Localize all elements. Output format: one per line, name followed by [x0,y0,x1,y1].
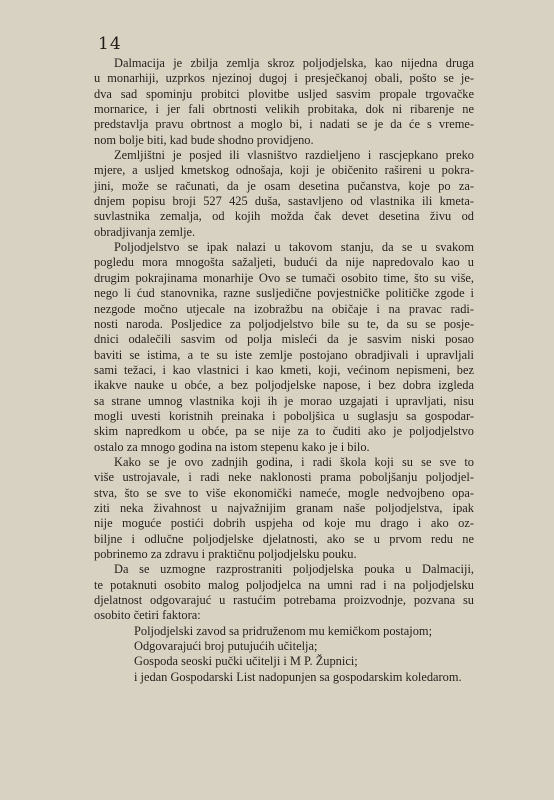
text-line: sa strane umnog vlastnika koji ih je morao uzgajati i upravljati, nisu [94,393,474,408]
text-line: pogledu mora mnogošta sažaljeti, budući da nije napredovalo kao u [94,255,474,270]
text-line: nezgode močno utjecale na izobražbu na običaje i na pravac radi- [94,301,474,316]
paragraph [94,240,474,455]
paragraph [94,56,474,148]
text-line: dnjem popisu broji 527 425 duša, sastavljeno od vlastnika ili kmeta- [94,194,474,209]
text-line: mogli uvesti koristnih preinaka i poboljšica u suglasju sa gospodar- [94,408,474,423]
text-line: ostalo za mnogo godina na istom stepenu kako je i bilo. [94,439,370,454]
text-line: drugim pokrajinama monarhije Ovo se tumači osobito time, što su više, [94,270,474,285]
text-line: Da se uzmogne razprostraniti poljodjelska pouka u Dalmaciji, [114,562,474,577]
paragraph [94,562,474,623]
text-line: skim napredkom u obće, pa se nije za to čuditi ako je poljodjelstvo [94,424,474,439]
text-line: osobito četiri faktora: [94,608,201,623]
text-line: mjere, a usljed kmetskog odnošaja, koji je običenito rašireni u pokra- [94,163,474,178]
text-line: pobrinemo za zdravu i praktičnu poljodjelsku pouku. [94,547,357,561]
text-line: obradjivanja zemlje. [94,224,196,239]
text-line: Dalmacija je zbilja zemlja skroz poljodjelska, kao nijedna druga [114,56,474,70]
text-line: dva sad spominju probitci plovitbe usljed sasvim propale trgovačke [94,86,474,101]
text-line: djelatnost odgovarajuć u rastućim potrebama proizvodnje, pozvana su [94,593,474,608]
text-line: u monarhiji, uzprkos njezinoj dugoj i presječkanoj obali, pošto se je- [94,71,474,86]
list-item: Gospoda seoski pučki učitelji i M P. Župnici; [134,654,358,669]
factor-list [94,624,474,685]
paragraph [94,148,474,240]
text-line: biljne i odlučne poljodjelske djelatnosti, ako se u prvom redu ne [94,531,474,546]
text-line: suvlastnika zemalja, od kojih možda čak devet desetina živu od [94,209,474,224]
list-item: Poljodjelski zavod sa pridruženom mu kemičkom postajom; [134,623,433,638]
body-text [94,56,474,685]
text-line: ikakve nauke u obće, a bez poljodjelske napose, i bez dobra izgleda [94,378,474,393]
text-line: nego li ćud stanovnika, razne susljedične povjestničke političke zgode i [94,286,474,301]
text-line: stva, što se sve to više ekonomički nameće, mogle nedvojbeno opa- [94,485,474,500]
text-line: nije moguće postići dobrih uspjeha od koje mu drago i ako oz- [94,516,474,531]
page-number: 14 [98,34,122,54]
text-line: ziti neka živahnost u najvažnijim granam naše poljodjelstva, ipak [94,500,474,515]
list-item: Odgovarajući broj putujućih učitelja; [134,639,318,654]
text-line: Poljodjelstvo se ipak nalazi u takovom stanju, da se u svakom [114,240,474,255]
text-line: baviti se istima, a te su iste zemlje postojano obradjivali i upravljali [94,347,474,362]
text-line: Zemljištni je posjed ili vlasništvo razdieljeno i rascjepkano preko [114,148,474,163]
text-line: mornarice, i jer fali obrtnosti velikih probitaka, dok ni ribarenje ne [94,102,474,117]
text-line: nom bolje biti, kad bude shodno providjeno. [94,132,314,147]
text-line: predstavlja pravu obrtnost a moglo bi, i nadati se je da će s vreme- [94,117,474,132]
text-line: više ustrojavale, i radi neke naklonosti prama poboljšanju poljodjel- [94,470,474,485]
text-line: sami težaci, i kao vlastnici i kao kmeti, koji, većinom nepismeni, bez [94,362,474,377]
text-line: nosti naroda. Posljedice za poljodjelstvo bile su te, da su se posje- [94,316,474,331]
text-line: te potaknuti osobito malog poljodjelca na umni rad i na poljodjelsku [94,577,474,592]
text-line: jini, može se računati, da je osam desetina pučanstva, koje po za- [94,178,474,193]
paragraph [94,455,474,562]
text-line: dnici odalečili sasvim od polja misleći da je sasvim niski posao [94,332,474,347]
list-item: i jedan Gospodarski List nadopunjen sa gospodarskim koledarom. [134,669,462,684]
text-line: Kako se je ovo zadnjih godina, i radi škola koji su se sve to [114,454,474,469]
